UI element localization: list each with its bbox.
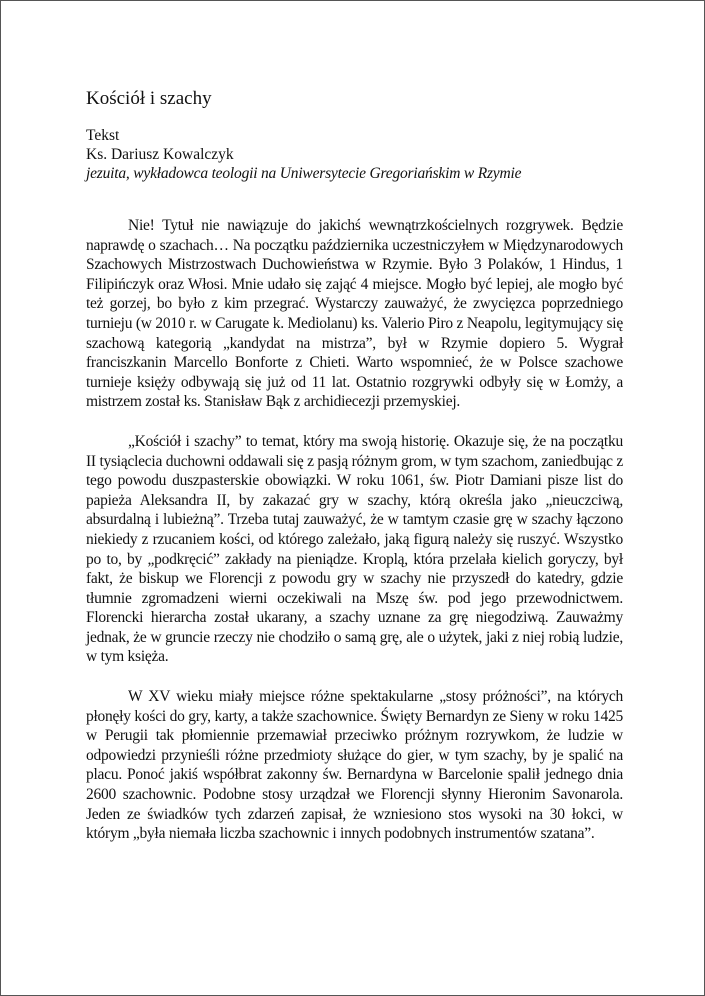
paragraph: W XV wieku miały miejsce różne spektakularne „stosy próżności”, na których płonęły kości do gry, karty, a także szachownice. Święty Bernardyn ze Sieny w roku 1425 w Perugii tak płomiennie przemawiał przeciwko próżnym rozrywkom, że ludzie w odpowiedzi przynieśli różne przedmioty służące do gier, w tym szachy, by je spalić na placu. Ponoć jakiś współbrat zakonny św. Bernardyna w Barcelonie spalił jednego dnia 2600 szachownic. Podobne stosy urządzał we Florencji słynny Hieronim Savonarola. Jeden ze świadków tych zdarzeń zapisał, że wzniesiono stos wysoki na 30 łokci, w którym „była niemała liczba szachownic i innych podobnych instrumentów szatana”. — [86, 688, 623, 843]
author-affiliation: jezuita, wykładowca teologii na Uniwersytecie Gregoriańskim w Rzymie — [86, 165, 522, 182]
text-label: Tekst — [86, 127, 120, 144]
article-title: Kościół i szachy — [86, 88, 212, 109]
article — [86, 86, 623, 864]
paragraph: Nie! Tytuł nie nawiązuje do jakichś wewnątrzkościelnych rozgrywek. Będzie naprawdę o szachach… Na początku października uczestniczyłem w Międzynarodowych Szachowych Mistrzostwach Duchowieństwa w Rzymie. Było 3 Polaków, 1 Hindus, 1 Filipińczyk oraz Włosi. Mnie udało się zająć 4 miejsce. Mogło być lepiej, ale mogło być też gorzej, bo było z kim przegrać. Wystarczy zauważyć, że zwycięzca poprzedniego turnieju (w 2010 r. w Carugate k. Mediolanu) ks. Valerio Piro z Neapolu, legitymujący się szachową kategorią „kandydat na mistrza”, był w Rzymie dopiero 5. Wygrał franciszkanin Marcello Bonforte z Chieti. Warto wspomnieć, że w Polsce szachowe turnieje księży odbywają się już od 11 lat. Ostatnio rozgrywki odbyły się w Łomży, a mistrzem został ks. Stanisław Bąk z archidiecezji przemyskiej. — [86, 217, 623, 411]
paragraph: „Kościół i szachy” to temat, który ma swoją historię. Okazuje się, że na początku II tysiąclecia duchowni oddawali się z pasją różnym grom, w tym szachom, zaniedbując z tego powodu duszpasterskie obowiązki. W roku 1061, św. Piotr Damiani pisze list do papieża Aleksandra II, by zakazać gry w szachy, którą określa jako „nieuczciwą, absurdalną i lubieżną”. Trzeba tutaj zauważyć, że w tamtym czasie grę w szachy łączono niekiedy z rzucaniem kości, od którego zależało, jaką figurą należy się ruszyć. Wszystko po to, by „podkręcić” zakłady na pieniądze. Kroplą, która przelała kielich goryczy, był fakt, że biskup we Florencji z powodu gry w szachy nie przyszedł do katedry, gdzie tłumnie zgromadzeni wierni oczekiwali na Mszę św. pod jego przewodnictwem. Florencki hierarcha został ukarany, a szachy uznane za grę niegodziwą. Zauważmy jednak, że w gruncie rzeczy nie chodziło o samą grę, ale o użytek, jaki z niej robią ludzie, w tym księża. — [86, 432, 623, 666]
author-name: Ks. Dariusz Kowalczyk — [86, 146, 234, 163]
article-body — [86, 216, 623, 844]
